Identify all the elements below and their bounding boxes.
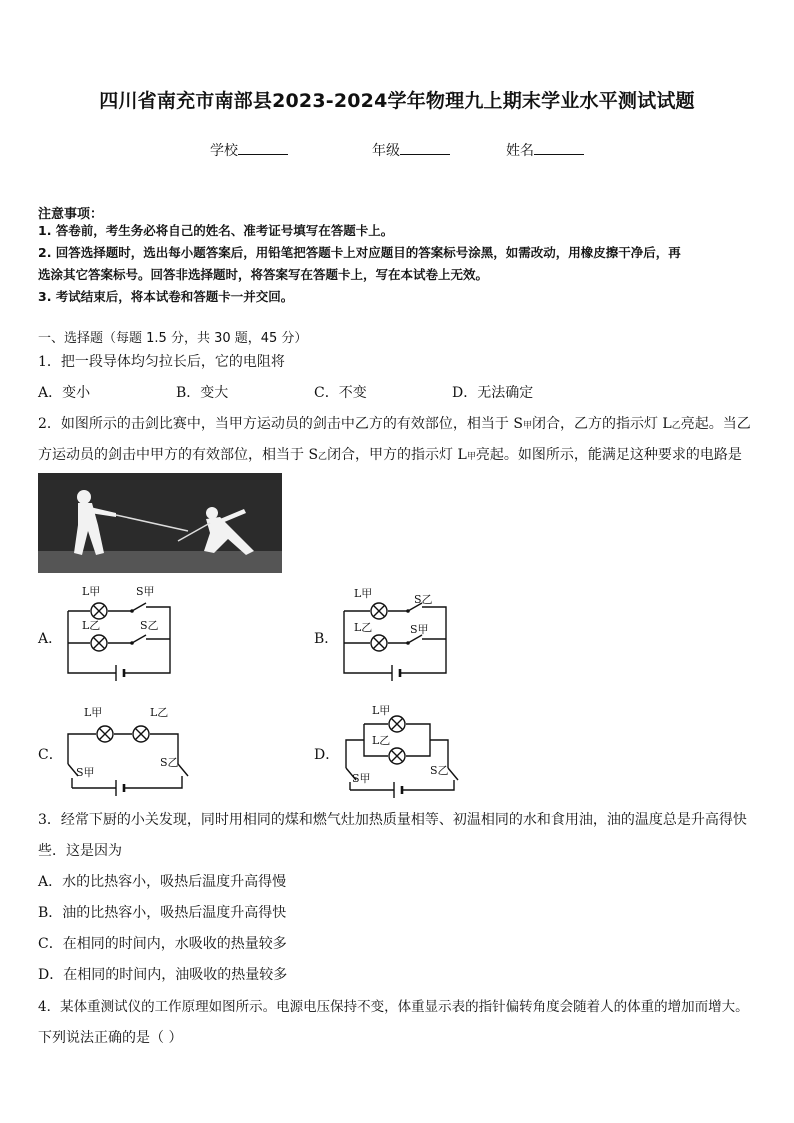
lamp-yi-label: L乙 bbox=[354, 621, 373, 634]
q1-option-b[interactable]: B．变大 bbox=[176, 385, 229, 401]
question-4-stem-line2: 下列说法正确的是（ ） bbox=[38, 1030, 183, 1046]
switch-yi-label: S乙 bbox=[414, 593, 433, 606]
q1-option-d[interactable]: D．无法确定 bbox=[452, 385, 534, 401]
fencers-silhouette-icon bbox=[38, 473, 282, 573]
q2-option-c[interactable]: C． bbox=[38, 747, 63, 763]
q2-option-d[interactable]: D． bbox=[314, 747, 340, 763]
switch-yi-label: S乙 bbox=[430, 764, 449, 777]
circuit-diagram-b bbox=[336, 583, 456, 693]
section-heading: 一、选择题（每题 1.5 分，共 30 题，45 分） bbox=[38, 331, 308, 346]
lamp-jia-label: L甲 bbox=[372, 704, 391, 717]
question-3-stem-line1: 3．经常下厨的小关发现，同时用相同的煤和燃气灶加热质量相等、初温相同的水和食用油，油的温度总是升高得快 bbox=[38, 812, 747, 828]
switch-jia-label: S甲 bbox=[76, 766, 95, 779]
q2-option-a[interactable]: A． bbox=[38, 631, 63, 647]
question-1-stem: 1．把一段导体均匀拉长后，它的电阻将 bbox=[38, 354, 285, 370]
page-title: 四川省南充市南部县2023-2024学年物理九上期末学业水平测试试题 bbox=[99, 90, 695, 112]
q3-option-d[interactable]: D．在相同的时间内，油吸收的热量较多 bbox=[38, 967, 288, 983]
school-field[interactable]: 学校 bbox=[210, 140, 288, 160]
name-field[interactable]: 姓名 bbox=[506, 140, 584, 160]
notes-heading: 注意事项： bbox=[38, 207, 104, 222]
note-item: 2. 回答选择题时，选出每小题答案后，用铅笔把答题卡上对应题目的答案标号涂黑，如需改动，用橡皮擦干净后，再 bbox=[38, 245, 681, 260]
lamp-jia-label: L甲 bbox=[82, 585, 101, 598]
question-3-stem-line2: 些．这是因为 bbox=[38, 843, 122, 859]
switch-jia-label: S甲 bbox=[352, 772, 371, 785]
question-2-stem-line2: 方运动员的剑击中甲方的有效部位，相当于 S乙闭合，甲方的指示灯 L甲亮起。如图所示，能满足这种要求的电路是 bbox=[38, 447, 742, 463]
note-item: 选涂其它答案标号。回答非选择题时，将答案写在答题卡上，写在本试卷上无效。 bbox=[38, 267, 489, 282]
question-4-stem-line1: 4．某体重测试仪的工作原理如图所示。电源电压保持不变，体重显示表的指针偏转角度会随着人的体重的增加而增大。 bbox=[38, 999, 749, 1015]
question-2-stem-line1: 2．如图所示的击剑比赛中，当甲方运动员的剑击中乙方的有效部位，相当于 S甲闭合，乙方的指示灯 L乙亮起。当乙 bbox=[38, 416, 751, 432]
note-item: 1. 答卷前，考生务必将自己的姓名、准考证号填写在答题卡上。 bbox=[38, 223, 394, 238]
lamp-jia-label: L甲 bbox=[84, 706, 103, 719]
switch-jia-label: S甲 bbox=[136, 585, 155, 598]
q1-option-a[interactable]: A．变小 bbox=[38, 385, 91, 401]
switch-jia-label: S甲 bbox=[410, 623, 429, 636]
q3-option-c[interactable]: C．在相同的时间内，水吸收的热量较多 bbox=[38, 936, 287, 952]
q3-option-b[interactable]: B．油的比热容小，吸热后温度升高得快 bbox=[38, 905, 287, 921]
switch-yi-label: S乙 bbox=[140, 619, 159, 632]
circuit-diagram-c bbox=[60, 702, 190, 807]
grade-field[interactable]: 年级 bbox=[372, 140, 450, 160]
lamp-yi-label: L乙 bbox=[82, 619, 101, 632]
lamp-yi-label: L乙 bbox=[372, 734, 391, 747]
switch-yi-label: S乙 bbox=[160, 756, 179, 769]
q1-option-c[interactable]: C．不变 bbox=[314, 385, 367, 401]
note-item: 3. 考试结束后，将本试卷和答题卡一并交回。 bbox=[38, 289, 294, 304]
lamp-yi-label: L乙 bbox=[150, 706, 169, 719]
circuit-diagram-d bbox=[336, 700, 466, 805]
lamp-jia-label: L甲 bbox=[354, 587, 373, 600]
fencing-photo bbox=[38, 473, 282, 573]
q3-option-a[interactable]: A．水的比热容小，吸热后温度升高得慢 bbox=[38, 874, 287, 890]
q2-option-b[interactable]: B． bbox=[314, 631, 339, 647]
circuit-diagram-a bbox=[60, 583, 180, 693]
